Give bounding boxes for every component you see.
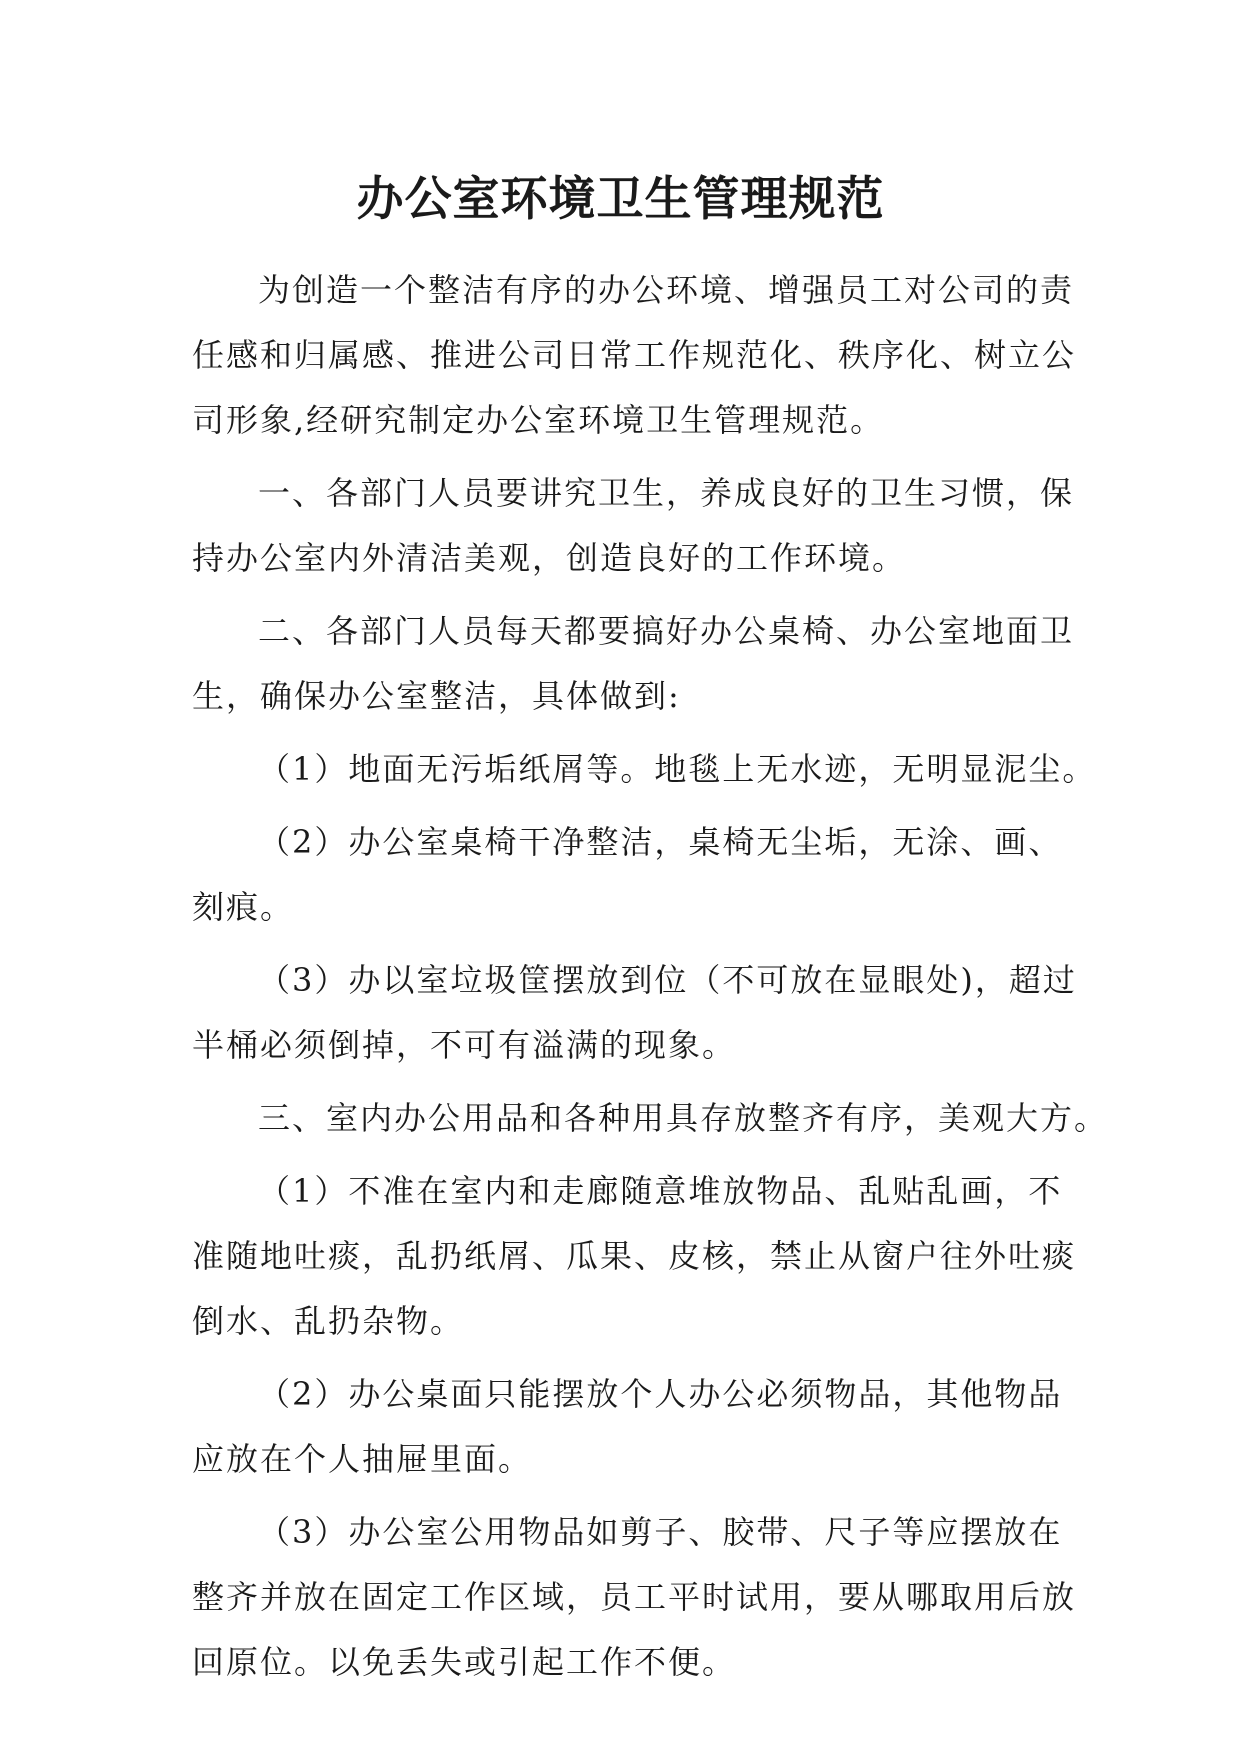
text-line: 整齐并放在固定工作区域，员工平时试用，要从哪取用后放 <box>192 1578 1077 1616</box>
paragraph-section-3-item-3 <box>192 1500 1077 1695</box>
text-line: 持办公室内外清洁美观，创造良好的工作环境。 <box>192 539 907 577</box>
text-line: （3）办以室垃圾筐摆放到位（不可放在显眼处)，超过 <box>258 961 1077 999</box>
paragraph-section-2-item-2 <box>192 810 1063 940</box>
text-line: 准随地吐痰，乱扔纸屑、瓜果、皮核，禁止从窗户往外吐痰 <box>192 1237 1077 1275</box>
text-line: 生，确保办公室整洁，具体做到: <box>192 677 681 715</box>
text-line: （1）不准在室内和走廊随意堆放物品、乱贴乱画，不 <box>258 1172 1063 1210</box>
text-line: 刻痕。 <box>192 888 295 926</box>
text-line: 任感和归属感、推进公司日常工作规范化、秩序化、树立公 <box>192 336 1077 374</box>
text-line: （3）办公室公用物品如剪子、胶带、尺子等应摆放在 <box>258 1513 1063 1551</box>
text-line: （2）办公室桌椅干净整洁，桌椅无尘垢，无涂、画、 <box>258 823 1063 861</box>
paragraph-section-3 <box>192 1086 1109 1151</box>
text-line: 一、各部门人员要讲究卫生，养成良好的卫生习惯，保 <box>258 474 1075 512</box>
text-line: 倒水、乱扔杂物。 <box>192 1302 465 1340</box>
paragraph-section-2-item-3 <box>192 948 1077 1078</box>
text-line: 应放在个人抽屉里面。 <box>192 1440 533 1478</box>
text-line: （2）办公桌面只能摆放个人办公必须物品，其他物品 <box>258 1375 1063 1413</box>
paragraph-section-2 <box>192 599 1075 729</box>
text-line: 三、室内办公用品和各种用具存放整齐有序，美观大方。 <box>258 1099 1109 1137</box>
paragraph-section-2-item-1 <box>192 737 1097 802</box>
text-line: 为创造一个整洁有序的办公环境、增强员工对公司的责 <box>258 271 1075 309</box>
text-line: 司形象,经研究制定办公室环境卫生管理规范。 <box>192 401 885 439</box>
text-line: （1）地面无污垢纸屑等。地毯上无水迹，无明显泥尘。 <box>258 750 1097 788</box>
document-title: 办公室环境卫生管理规范 <box>356 172 885 227</box>
text-line: 二、各部门人员每天都要搞好办公桌椅、办公室地面卫 <box>258 612 1075 650</box>
text-line: 半桶必须倒掉，不可有溢满的现象。 <box>192 1026 737 1064</box>
paragraph-section-1 <box>192 461 1075 591</box>
paragraph-section-3-item-2 <box>192 1362 1063 1492</box>
text-line: 回原位。以免丢失或引起工作不便。 <box>192 1643 737 1681</box>
document-body <box>192 258 1109 1695</box>
paragraph-intro <box>192 258 1077 453</box>
paragraph-section-3-item-1 <box>192 1159 1077 1354</box>
